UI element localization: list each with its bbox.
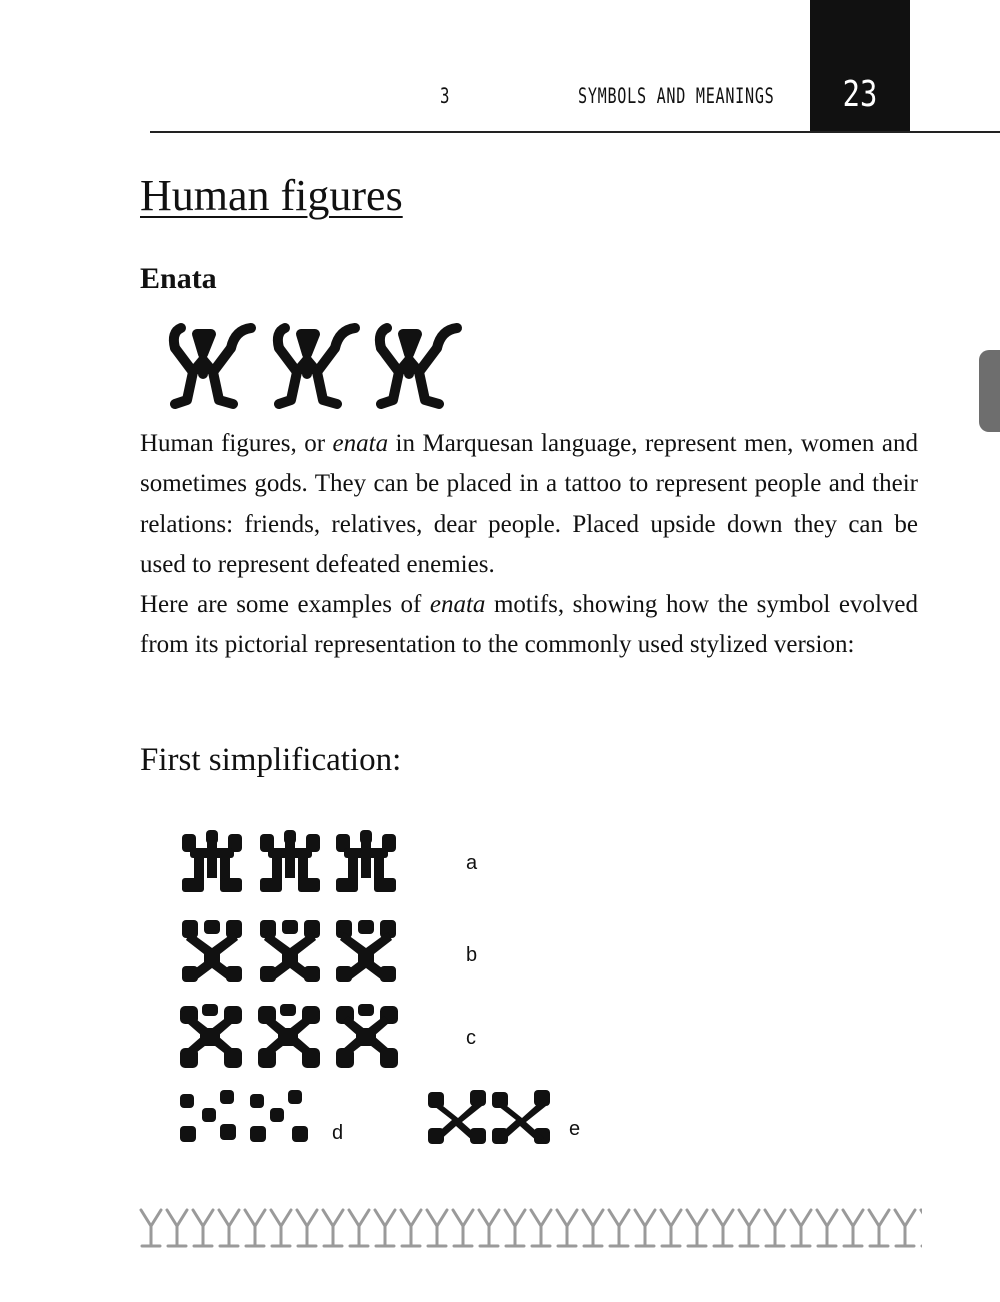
motif-row-d — [178, 1088, 318, 1148]
motif-row-c — [176, 1000, 408, 1072]
motif-label-d: d — [332, 1122, 344, 1144]
enata-figure — [174, 328, 251, 404]
decorative-border-motif — [138, 1206, 922, 1250]
motif-row-e — [424, 1086, 554, 1148]
page-number-box — [810, 0, 910, 133]
chapter-number: 3 — [440, 84, 451, 108]
section-title: SYMBOLS AND MEANINGS — [578, 84, 775, 108]
body-text — [140, 424, 918, 666]
motif-row-b — [178, 916, 408, 986]
motif-label-c: c — [466, 1027, 476, 1049]
enata-figure — [278, 328, 355, 404]
first-simplification-heading: First simplification: — [140, 742, 402, 778]
enata-figure — [380, 328, 457, 404]
page-heading: Human figures — [140, 171, 403, 220]
enata-term: enata — [332, 430, 389, 457]
page-number: 23 — [842, 74, 878, 115]
motif-label-e: e — [569, 1118, 581, 1140]
motif-label-a: a — [466, 852, 478, 874]
enata-subheading: Enata — [140, 262, 217, 295]
enata-term: enata — [429, 591, 486, 619]
paragraph-1: Human figures, or enata in Marquesan language, represent men, women and sometimes gods. They can be placed in a tattoo to represent people and their relations: friends, relatives, dear people. Placed upside down they can be used to represent defeated enemies. — [140, 430, 919, 578]
side-tab[interactable] — [979, 350, 1000, 432]
enata-figures-illustration — [163, 318, 473, 410]
header-rule — [150, 131, 1000, 133]
motif-label-b: b — [466, 944, 478, 966]
motif-row-a — [178, 826, 408, 896]
paragraph-2: Here are some examples of enata motifs, showing how the symbol evolved from its pictorial representation to the commonly used stylized version: — [140, 591, 918, 659]
